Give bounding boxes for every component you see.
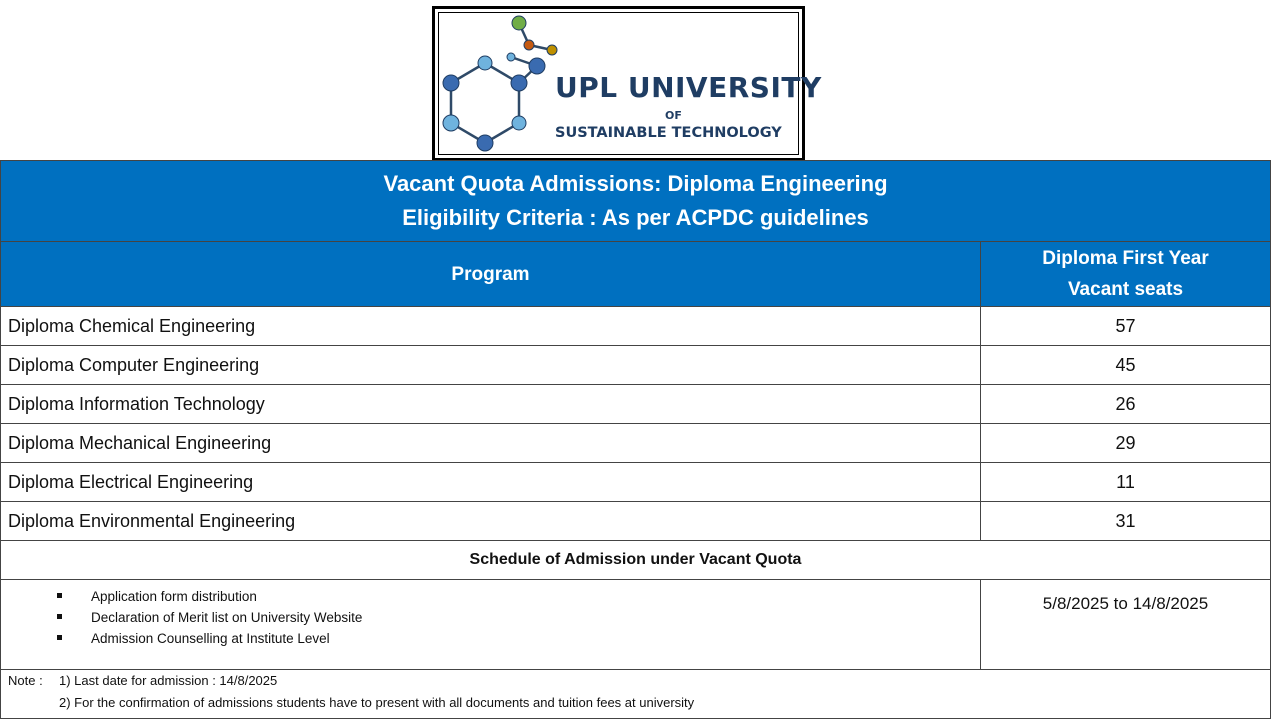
schedule-item: Declaration of Merit list on University Website [91,607,980,628]
table-row [1,346,1271,385]
schedule-list [1,586,980,649]
seats-cell: 45 [981,346,1271,385]
program-cell: Diploma Electrical Engineering [1,463,981,502]
university-logo [432,6,822,161]
title-line-1: Vacant Quota Admissions: Diploma Engineering [383,171,888,196]
program-cell: Diploma Environmental Engineering [1,502,981,541]
header-seats-line-2: Vacant seats [1067,279,1184,300]
seats-cell: 29 [981,424,1271,463]
seats-cell: 11 [981,463,1271,502]
note-line-1: 1) Last date for admission : 14/8/2025 [59,673,278,688]
logo-text-sustainable: SUSTAINABLE TECHNOLOGY [555,125,782,141]
schedule-items [1,580,981,670]
table-row [1,502,1271,541]
note-label: Note : [8,673,43,688]
note-row [1,670,1271,719]
logo-text-of: OF [665,109,682,122]
schedule-heading-row [1,541,1271,580]
note-line-1-container [1,670,1270,692]
table-row [1,385,1271,424]
program-cell: Diploma Chemical Engineering [1,307,981,346]
program-cell: Diploma Mechanical Engineering [1,424,981,463]
table-row [1,424,1271,463]
header-seats-line-1: Diploma First Year [1042,248,1209,269]
table-row [1,307,1271,346]
seats-cell: 26 [981,385,1271,424]
note-line-2: 2) For the confirmation of admissions students have to present with all documents and tuition fees at university [59,695,695,710]
schedule-item: Admission Counselling at Institute Level [91,628,980,649]
schedule-dates: 5/8/2025 to 14/8/2025 [981,580,1271,670]
seats-cell: 31 [981,502,1271,541]
note-cell [1,670,1271,719]
title-row [1,161,1271,242]
table-header-row [1,242,1271,307]
program-cell: Diploma Information Technology [1,385,981,424]
logo-text-university: UPL UNIVERSITY [555,71,822,104]
schedule-heading: Schedule of Admission under Vacant Quota [1,541,1271,580]
program-cell: Diploma Computer Engineering [1,346,981,385]
note-line-2-container [1,692,1270,714]
seats-cell: 57 [981,307,1271,346]
title-line-2: Eligibility Criteria : As per ACPDC guidelines [402,205,869,230]
page-title [1,161,1271,242]
header-seats [981,242,1271,307]
header-program: Program [1,242,981,307]
schedule-item: Application form distribution [91,586,980,607]
logo-frame [438,12,822,155]
schedule-row [1,580,1271,670]
admissions-table [0,160,1271,719]
table-row [1,463,1271,502]
